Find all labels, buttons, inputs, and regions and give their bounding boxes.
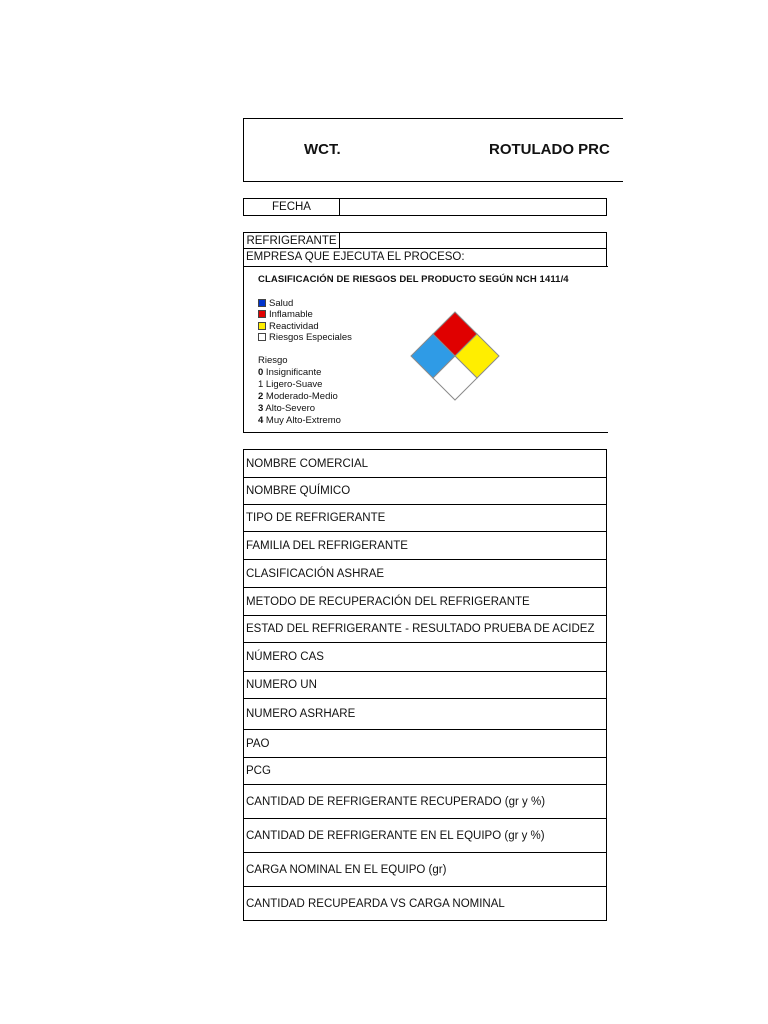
table-row [244, 588, 607, 616]
scale-item-4 [258, 415, 341, 427]
legend-salud-label: Salud [269, 298, 294, 309]
table-cell-label: METODO DE RECUPERACIÓN DEL REFRIGERANTE [244, 588, 607, 616]
table-row [244, 560, 607, 588]
data-table [243, 449, 607, 921]
scale-num-0: 0 [258, 367, 264, 378]
table-row [244, 643, 607, 672]
table-cell-label: PAO [244, 730, 607, 758]
fecha-row [243, 198, 607, 216]
legend-reactividad-label: Reactividad [269, 321, 319, 332]
table-row [244, 730, 607, 758]
table-row [244, 450, 607, 478]
scale-item-3 [258, 403, 315, 415]
table-cell-label: PCG [244, 758, 607, 785]
scale-item-1 [258, 379, 322, 391]
empresa-row [243, 249, 607, 266]
table-row [244, 532, 607, 560]
table-cell-label: NOMBRE COMERCIAL [244, 450, 607, 478]
scale-text-2: Moderado-Medio [263, 391, 338, 402]
table-cell-label: CLASIFICACIÓN ASHRAE [244, 560, 607, 588]
white-square-icon [258, 333, 266, 341]
table-row [244, 699, 607, 730]
table-cell-label: NÚMERO CAS [244, 643, 607, 672]
table-cell-label: CANTIDAD RECUPEARDA VS CARGA NOMINAL [244, 887, 607, 921]
yellow-square-icon [258, 322, 266, 330]
document-code: WCT. [304, 141, 341, 158]
empresa-label: EMPRESA QUE EJECUTA EL PROCESO: [246, 251, 465, 263]
table-row [244, 672, 607, 699]
table-row [244, 819, 607, 853]
scale-text-4: Muy Alto-Extremo [263, 415, 341, 426]
scale-item-0 [258, 367, 321, 379]
scale-title: Riesgo [258, 355, 288, 366]
scale-num-2: 2 [258, 391, 264, 402]
document-title: ROTULADO PRC [489, 141, 610, 158]
hazard-title: CLASIFICACIÓN DE RIESGOS DEL PRODUCTO SEGÚN NCH 1411/4 [258, 274, 569, 285]
scale-item-2 [258, 391, 338, 403]
hazard-classification [243, 266, 608, 433]
table-row [244, 853, 607, 887]
table-cell-label: CANTIDAD DE REFRIGERANTE RECUPERADO (gr y %) [244, 785, 607, 819]
legend-especiales [258, 332, 352, 344]
scale-num-4: 4 [258, 415, 264, 426]
table-cell-label: NUMERO UN [244, 672, 607, 699]
scale-num-1: 1 [258, 379, 264, 390]
table-cell-label: TIPO DE REFRIGERANTE [244, 505, 607, 532]
refrigerante-label: REFRIGERANTE [246, 235, 337, 247]
scale-text-1: Ligero-Suave [263, 379, 323, 390]
legend-especiales-label: Riesgos Especiales [269, 332, 352, 343]
table-row [244, 785, 607, 819]
scale-text-3: Alto-Severo [263, 403, 316, 414]
legend-inflamable [258, 309, 313, 321]
table-cell-label: ESTAD DEL REFRIGERANTE - RESULTADO PRUEBA DE ACIDEZ [244, 616, 607, 643]
fecha-label: FECHA [272, 201, 311, 213]
table-cell-label: NUMERO ASRHARE [244, 699, 607, 730]
refrigerante-row [243, 232, 607, 249]
document-header [243, 118, 623, 182]
nfpa-diamond-icon [403, 310, 507, 402]
legend-inflamable-label: Inflamable [269, 309, 313, 320]
table-cell-label: CARGA NOMINAL EN EL EQUIPO (gr) [244, 853, 607, 887]
scale-num-3: 3 [258, 403, 264, 414]
table-row [244, 887, 607, 921]
table-row [244, 505, 607, 532]
table-row [244, 758, 607, 785]
red-square-icon [258, 310, 266, 318]
table-row [244, 616, 607, 643]
table-cell-label: FAMILIA DEL REFRIGERANTE [244, 532, 607, 560]
table-cell-label: CANTIDAD DE REFRIGERANTE EN EL EQUIPO (gr y %) [244, 819, 607, 853]
fecha-value-field[interactable] [340, 199, 606, 215]
refrigerante-value-field[interactable] [340, 233, 606, 249]
scale-text-0: Insignificante [263, 367, 322, 378]
blue-square-icon [258, 299, 266, 307]
table-row [244, 478, 607, 505]
table-cell-label: NOMBRE QUÍMICO [244, 478, 607, 505]
